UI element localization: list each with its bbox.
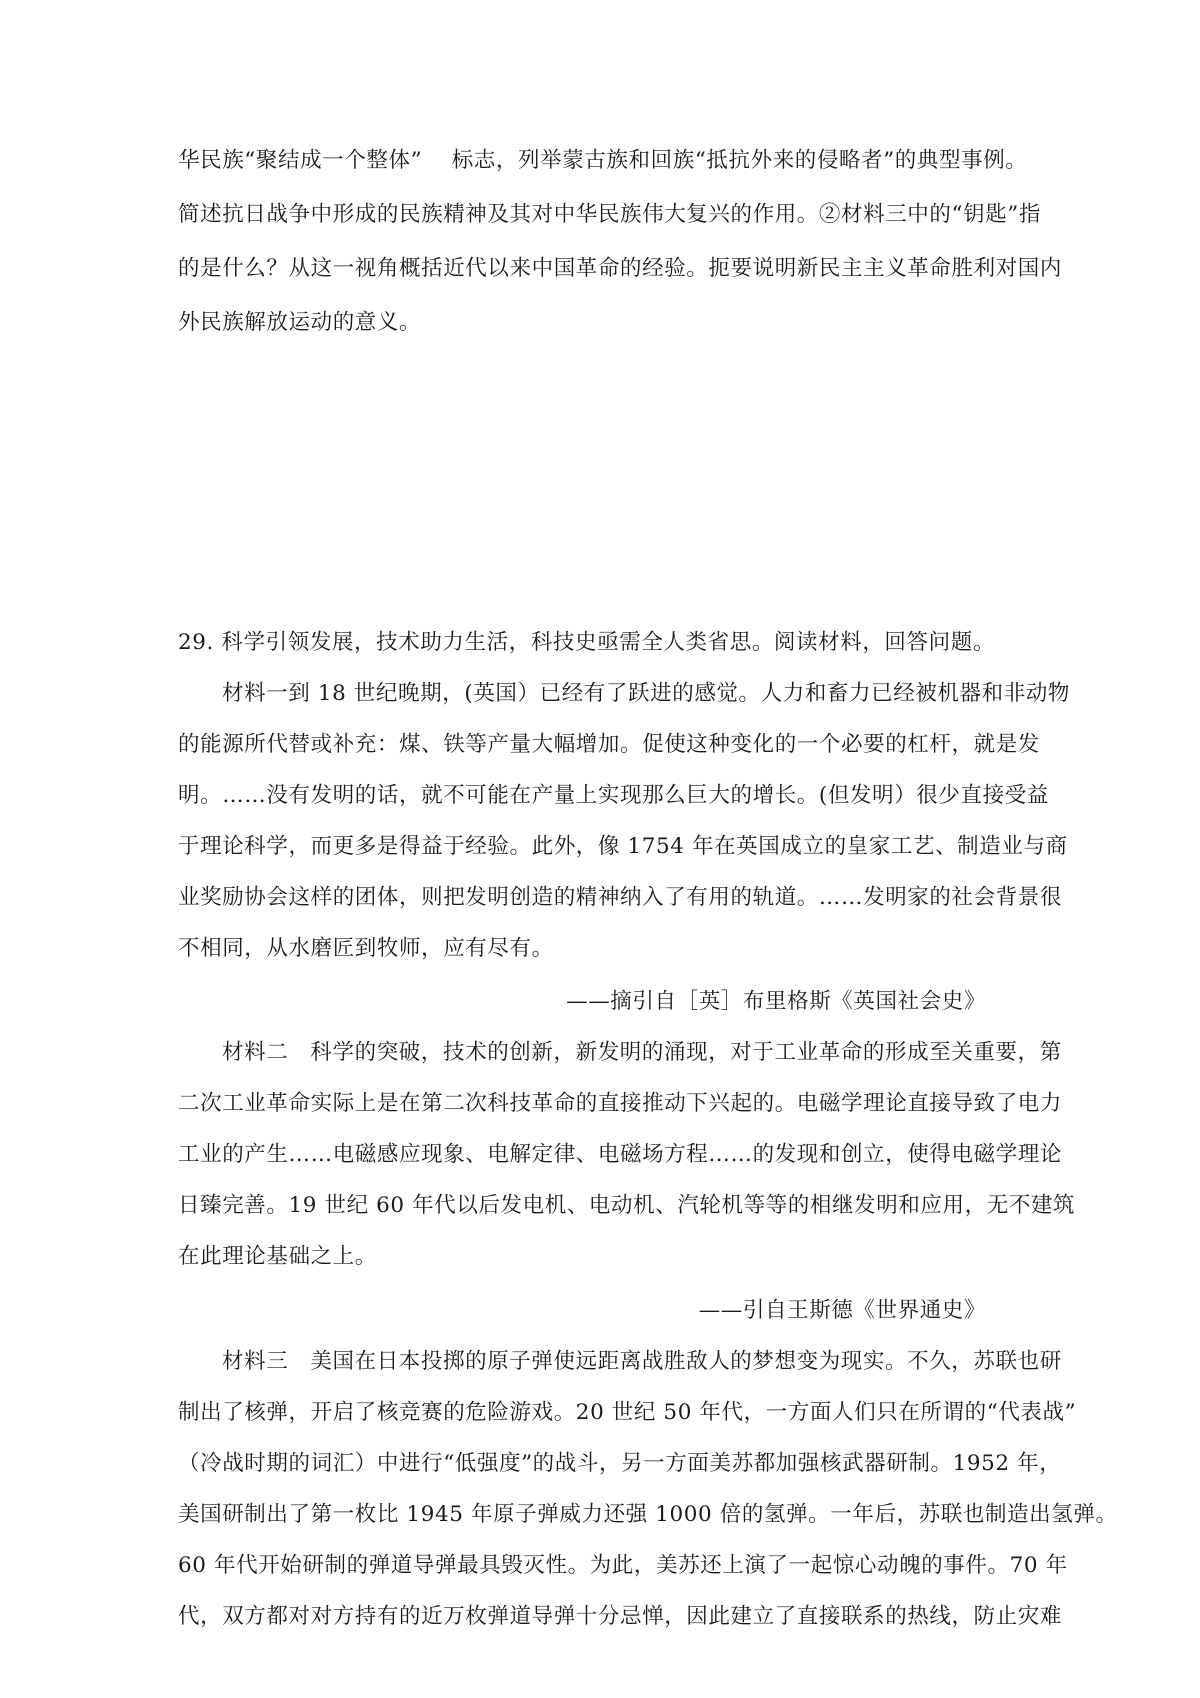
question-29-stem: 29. 科学引领发展，技术助力生活，科技史亟需全人类省思。阅读材料，回答问题。	[178, 630, 995, 655]
material-1-line-3: 明。……没有发明的话，就不可能在产量上实现那么巨大的增长。(但发明）很少直接受益	[178, 783, 1049, 808]
material-2-line-2: 二次工业革命实际上是在第二次科技革命的直接推动下兴起的。电磁学理论直接导致了电力	[178, 1091, 1063, 1116]
prev-question-line-3: 的是什么？从这一视角概括近代以来中国革命的经验。扼要说明新民主主义革命胜利对国内	[178, 256, 1063, 281]
material-1-line-5: 业奖励协会这样的团体，则把发明创造的精神纳入了有用的轨道。……发明家的社会背景很	[178, 885, 1063, 910]
material-2-line-5: 在此理论基础之上。	[178, 1244, 377, 1269]
material-3-line-6: 代，双方都对对方持有的近万枚弹道导弹十分忌惮，因此建立了直接联系的热线，防止灾难	[178, 1604, 1063, 1629]
material-2-line-3: 工业的产生……电磁感应现象、电解定律、电磁场方程……的发现和创立，使得电磁学理论	[178, 1142, 1063, 1167]
prev-question-line-1: 华民族“聚结成一个整体” 标志，列举蒙古族和回族“抵抗外来的侵略者”的典型事例。	[178, 148, 1028, 173]
material-3-line-3: （冷战时期的词汇）中进行“低强度”的战斗，另一方面美苏都加强核武器研制。1952 年，	[178, 1451, 1062, 1476]
material-2-line-1: 材料二 科学的突破，技术的创新，新发明的涌现，对于工业革命的形成至关重要，第	[222, 1040, 1062, 1065]
material-1-line-4: 于理论科学，而更多是得益于经验。此外，像 1754 年在英国成立的皇家工艺、制造业与商	[178, 834, 1068, 859]
material-3-line-1: 材料三 美国在日本投掷的原子弹使远距离战胜敌人的梦想变为现实。不久，苏联也研	[222, 1349, 1062, 1374]
material-2-source: ——引自王斯德《世界通史》	[698, 1298, 986, 1323]
material-1-line-1: 材料一到 18 世纪晚期，(英国）已经有了跃进的感觉。人力和畜力已经被机器和非动物	[222, 681, 1071, 706]
material-3-line-2: 制出了核弹，开启了核竞赛的危险游戏。20 世纪 50 年代，一方面人们只在所谓的“代表战”	[178, 1400, 1077, 1425]
prev-question-line-2: 简述抗日战争中形成的民族精神及其对中华民族伟大复兴的作用。②材料三中的“钥匙”指	[178, 202, 1041, 227]
material-3-line-5: 60 年代开始研制的弹道导弹最具毁灭性。为此，美苏还上演了一起惊心动魄的事件。70 年	[178, 1553, 1068, 1578]
material-2-line-4: 日臻完善。19 世纪 60 年代以后发电机、电动机、汽轮机等等的相继发明和应用，无不建筑	[178, 1193, 1076, 1218]
material-1-source: ——摘引自［英］布里格斯《英国社会史》	[566, 989, 986, 1014]
material-3-line-4: 美国研制出了第一枚比 1945 年原子弹威力还强 1000 倍的氢弹。一年后，苏联也制造出氢弹。	[178, 1502, 1118, 1527]
material-1-line-2: 的能源所代替或补充：煤、铁等产量大幅增加。促使这种变化的一个必要的杠杆，就是发	[178, 732, 1040, 757]
material-1-line-6: 不相同，从水磨匠到牧师，应有尽有。	[178, 936, 554, 961]
prev-question-line-4: 外民族解放运动的意义。	[178, 310, 422, 335]
